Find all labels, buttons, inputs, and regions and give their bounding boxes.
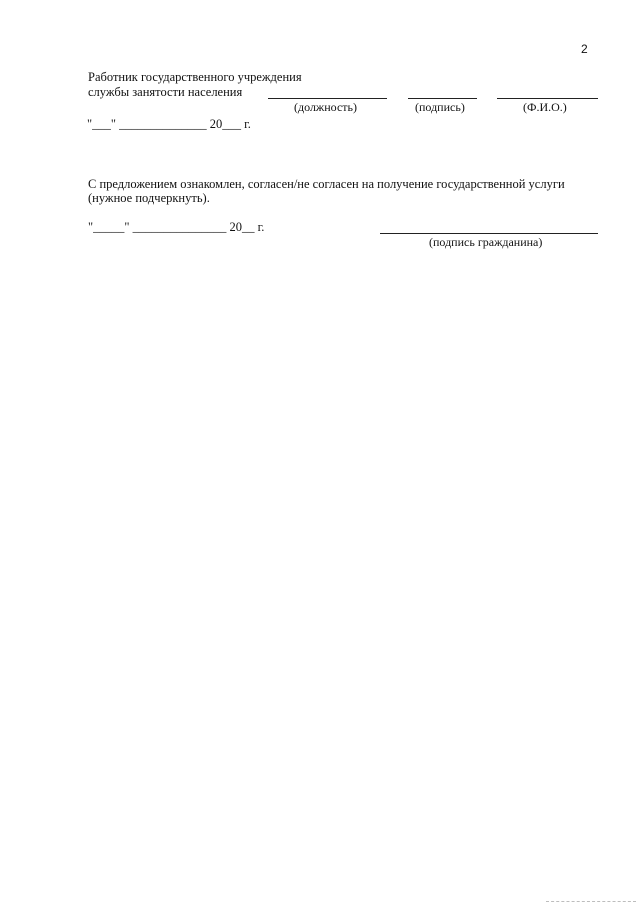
date1-year-prefix: 20 [209,117,223,131]
scan-artifact-line [546,901,636,902]
date1-year-suffix: г. [244,117,251,131]
citizen-signature-caption: (подпись гражданина) [429,235,543,249]
signature-caption: (подпись) [415,100,465,114]
date1-day-blank: ___ [92,117,111,131]
date-line-1 [87,117,251,131]
employee-signature-line [408,98,477,99]
page-number: 2 [581,42,588,56]
date2-close-quote: " [124,220,130,234]
date2-month-blank: _______________ [132,220,227,234]
consent-line2: (нужное подчеркнуть). [88,191,210,205]
date2-year-prefix: 20 [229,220,242,234]
employee-title-line1: Работник государственного учреждения [88,70,302,84]
citizen-signature-line [380,233,598,234]
date2-open-quote: " [88,220,94,234]
employee-name-line [497,98,598,99]
date1-close-quote: " [110,117,116,131]
position-signature-line [268,98,387,99]
name-caption: (Ф.И.О.) [523,100,567,114]
date-line-2 [88,220,264,234]
date1-year-blank: ___ [222,117,241,131]
date1-open-quote: " [87,117,93,131]
employee-title-line2: службы занятости населения [88,85,243,99]
date1-month-blank: ______________ [119,117,207,131]
date2-year-suffix: г. [257,220,265,234]
date2-year-blank: __ [241,220,255,234]
position-caption: (должность) [294,100,357,114]
consent-line1: С предложением ознакомлен, согласен/не согласен на получение государственной услуги [88,177,565,191]
date2-day-blank: _____ [93,220,125,234]
